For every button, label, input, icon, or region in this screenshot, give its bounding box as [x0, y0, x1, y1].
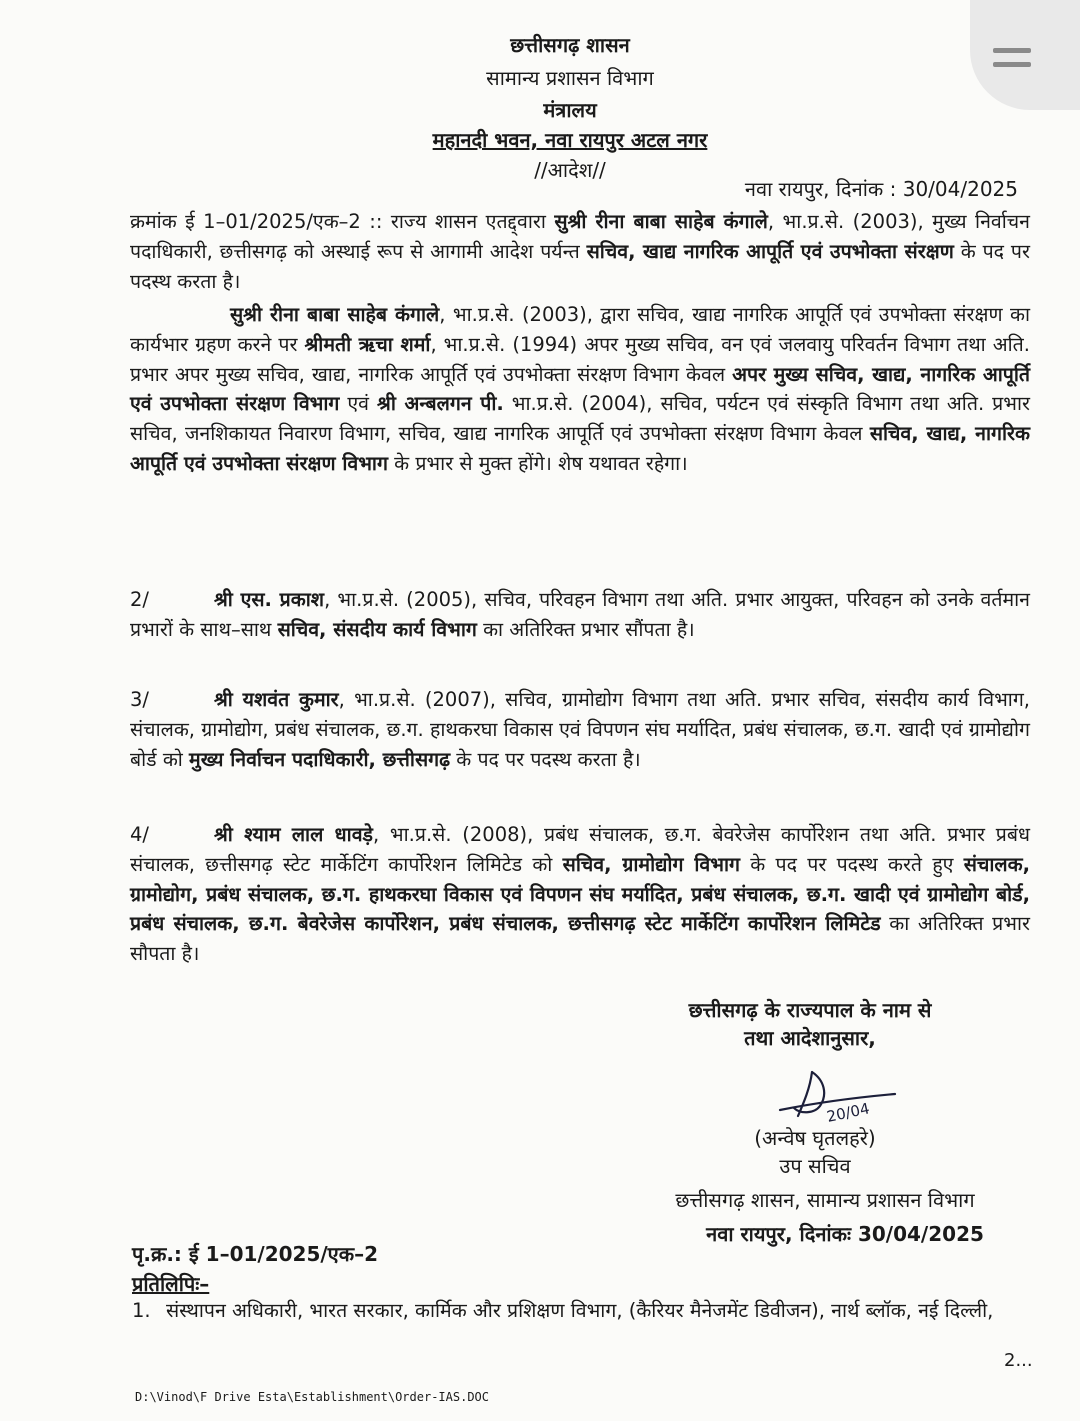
- p2-bold-1: सुश्री रीना बाबा साहेब कंगाले: [230, 303, 440, 326]
- order-date: नवा रायपुर, दिनांक : 30/04/2025: [744, 177, 1018, 201]
- paragraph-2: [130, 300, 1030, 479]
- p5-number: 4/: [130, 823, 149, 846]
- p3-text-1: , भा.प्र.से. (2005), सचिव, परिवहन विभाग तथा अति. प्रभार आयुक्त, परिवहन को उनके वर्तमान प्रभारों के साथ–साथ: [130, 588, 1030, 641]
- p1-bold-2: सचिव, खाद्य नागरिक आपूर्ति एवं उपभोक्ता संरक्षण: [586, 239, 954, 263]
- copy-item: [132, 1295, 1027, 1327]
- p3-bold-1: श्री एस. प्रकाश: [214, 588, 325, 611]
- p5-text-1: , भा.प्र.से. (2008), प्रबंध संचालक, छ.ग. बेवरेजेस कार्पोरेशन तथा अति. प्रभार प्रबंध संचालक, छत्तीसगढ़ स्टेट मार्केटिंग कार्पोरेशन लिमिटेड को: [130, 823, 1030, 876]
- p1-text-1: क्रमांक ई 1–01/2025/एक–2 :: राज्य शासन एतद्द्वारा: [130, 210, 555, 233]
- reference-number: पृ.क्र.: ई 1–01/2025/एक–2: [132, 1242, 379, 1266]
- paragraph-4: [130, 685, 1030, 774]
- signature-date: 20/04: [825, 1099, 872, 1126]
- header-address: महानदी भवन, नवा रायपुर अटल नगर: [432, 128, 708, 152]
- copy-heading: प्रतिलिपिः–: [132, 1272, 210, 1296]
- p2-bold-2: श्रीमती ऋचा शर्मा: [304, 332, 431, 356]
- p1-bold-1: सुश्री रीना बाबा साहेब कंगाले: [554, 210, 768, 233]
- p4-text-2: के पद पर पदस्थ करता है।: [450, 747, 641, 771]
- signatory: [690, 1124, 940, 1180]
- p2-bold-3: अपर मुख्य सचिव, खाद्य, नागरिक आपूर्ति एवं उपभोक्ता संरक्षण विभाग: [130, 362, 1030, 416]
- p4-text-1: , भा.प्र.से. (2007), सचिव, ग्रामोद्योग विभाग तथा अति. प्रभार सचिव, संसदीय कार्य विभाग, संचालक, ग्रामोद्योग, प्रबंध संचालक, छ.ग. हाथकरघा विकास एवं विपणन संघ मर्यादित, प्रबंध संचालक, छ.ग. खादी एवं ग्रामोद्योग बोर्ड को: [130, 688, 1031, 771]
- next-page-indicator: 2...: [1004, 1350, 1033, 1371]
- p3-bold-2: सचिव, संसदीय कार्य विभाग: [277, 617, 477, 641]
- signatory-date: नवा रायपुर, दिनांकः 30/04/2025: [706, 1222, 984, 1246]
- p2-bold-5: सचिव, खाद्य, नागरिक आपूर्ति एवं उपभोक्ता संरक्षण विभाग: [130, 422, 1030, 475]
- p3-number: 2/: [130, 588, 149, 611]
- p2-text-2: , भा.प्र.से. (1994) अपर मुख्य सचिव, वन एवं जलवायु परिवर्तन विभाग तथा अति. प्रभार अपर मुख्य सचिव, खाद्य, नागरिक आपूर्ति एवं उपभोक्ता संरक्षण विभाग केवल: [130, 332, 1030, 386]
- header-department: सामान्य प्रशासन विभाग: [486, 66, 654, 90]
- file-path: D:\Vinod\F Drive Esta\Establishment\Order-IAS.DOC: [135, 1390, 490, 1404]
- signatory-department: छत्तीसगढ़ शासन, सामान्य प्रशासन विभाग: [675, 1188, 975, 1212]
- p5-bold-1: श्री श्याम लाल धावड़े: [214, 823, 373, 846]
- signatory-designation: उप सचिव: [779, 1154, 851, 1178]
- p2-text-4: भा.प्र.से. (2004), सचिव, पर्यटन एवं संस्कृति विभाग तथा अति. प्रभार सचिव, जनशिकायत निवारण विभाग, सचिव, खाद्य नागरिक आपूर्ति एवं उपभोक्ता संरक्षण विभाग केवल: [130, 392, 1030, 446]
- p5-bold-3: संचालक, ग्रामोद्योग, प्रबंध संचालक, छ.ग. हाथकरघा विकास एवं विपणन संघ मर्यादित, प्रबंध संचालक, छ.ग. खादी एवं ग्रामोद्योग बोर्ड, प्रबंध संचालक, छ.ग. बेवरेजेस कार्पोरेशन, प्रबंध संचालक, छत्तीसगढ़ स्टेट मार्केटिंग कार्पोरेशन लिमिटेड: [130, 852, 1030, 936]
- p2-text-3: एवं: [339, 392, 378, 416]
- signature-authority: [600, 996, 1020, 1052]
- authority-line-2: तथा आदेशानुसार,: [744, 1026, 876, 1050]
- p2-text-5: के प्रभार से मुक्त होंगे। शेष यथावत रहेगा।: [387, 451, 688, 475]
- p5-text-3: का अतिरिक्त प्रभार सौपता है।: [130, 912, 1031, 966]
- p4-bold-2: मुख्य निर्वाचन पदाधिकारी, छत्तीसगढ़: [189, 747, 451, 771]
- p4-number: 3/: [130, 688, 149, 711]
- p5-bold-2: सचिव, ग्रामोद्योग विभाग: [562, 852, 740, 876]
- order-label: //आदेश//: [534, 158, 606, 182]
- p3-text-2: का अतिरिक्त प्रभार सौंपता है।: [476, 617, 695, 641]
- p4-bold-1: श्री यशवंत कुमार: [214, 688, 339, 711]
- signatory-name: (अन्वेष घृतलहरे): [754, 1126, 876, 1150]
- p2-text-1: , भा.प्र.से. (2003), द्वारा सचिव, खाद्य नागरिक आपूर्ति एवं उपभोक्ता संरक्षण का कार्यभार ग्रहण करने पर: [130, 303, 1030, 356]
- p2-bold-4: श्री अन्बलगन पी.: [377, 392, 504, 416]
- paragraph-1: [130, 207, 1030, 296]
- header-ministry: मंत्रालय: [543, 98, 597, 122]
- p5-text-2: के पद पर पदस्थ करते हुए: [739, 852, 964, 876]
- p1-text-2: , भा.प्र.से. (2003), मुख्य निर्वाचन पदाधिकारी, छत्तीसगढ़ को अस्थाई रूप से आगामी आदेश पर्यन्त: [130, 210, 1030, 263]
- copy-item-number: 1.: [132, 1299, 151, 1322]
- authority-line-1: छत्तीसगढ़ के राज्यपाल के नाम से: [688, 998, 932, 1022]
- header-govt: छत्तीसगढ़ शासन: [510, 33, 630, 57]
- p1-text-3: के पद पर पदस्थ करता है।: [130, 239, 1030, 293]
- paragraph-5: [130, 820, 1030, 969]
- paragraph-3: [130, 585, 1030, 645]
- copy-item-text: संस्थापन अधिकारी, भारत सरकार, कार्मिक और प्रशिक्षण विभाग, (कैरियर मैनेजमेंट डिवीजन), नार्थ ब्लॉक, नई दिल्ली,: [166, 1299, 994, 1322]
